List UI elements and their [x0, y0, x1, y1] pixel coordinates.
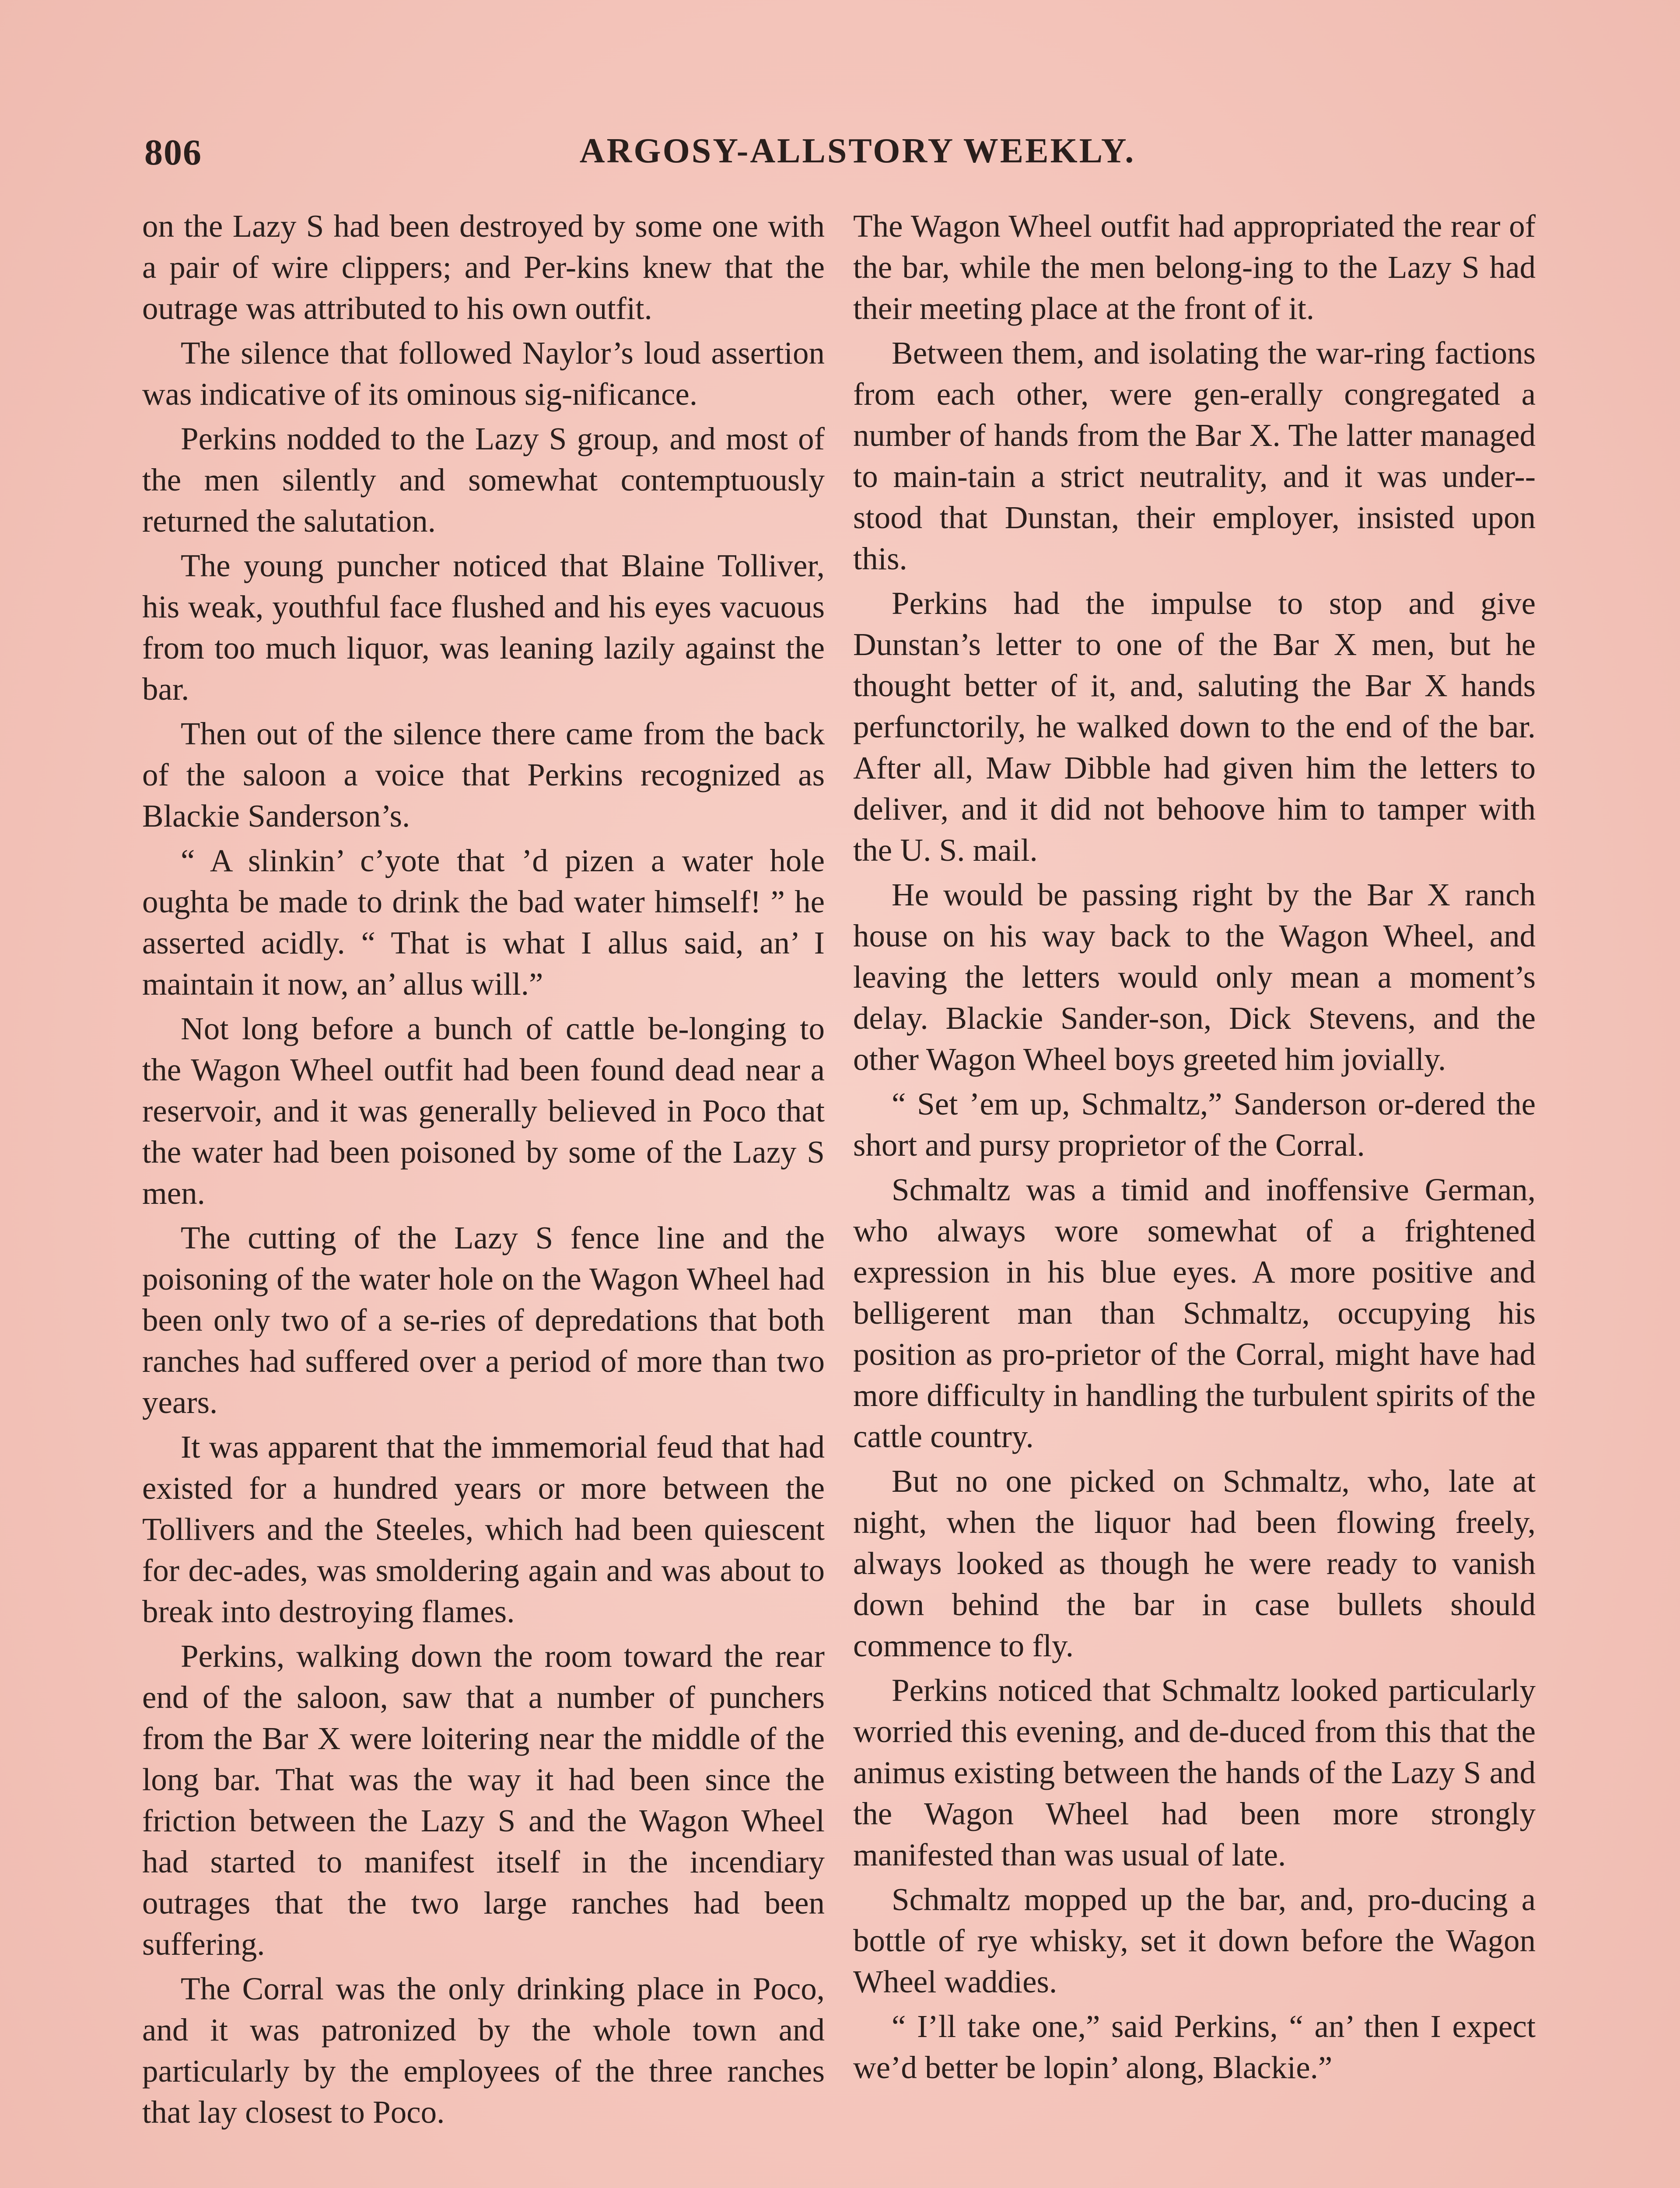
paragraph: It was apparent that the immemorial feud that had existed for a hundred years or more between the Tollivers and the Steeles, which had been quiescent for dec-ades, was smoldering again and was about to break into destroying flames. — [142, 1429, 825, 1629]
paragraph: The cutting of the Lazy S fence line and the poisoning of the water hole on the Wagon Wheel had been only two of a se-ries of depredations that both ranches had suffered over a period of more than two years. — [142, 1220, 825, 1420]
page-number: 806 — [144, 132, 202, 173]
paragraph: Perkins noticed that Schmaltz looked particularly worried this evening, and de-duced from this that the animus existing between the hands of the Lazy S and the Wagon Wheel had been more strongly manifested than was usual of late. — [853, 1673, 1536, 1872]
page-header — [144, 131, 1571, 179]
paragraph: Then out of the silence there came from the back of the saloon a voice that Perkins recognized as Blackie Sanderson’s. — [142, 716, 825, 834]
paragraph: “ Set ’em up, Schmaltz,” Sanderson or-dered the short and pursy proprietor of the Corral. — [853, 1086, 1536, 1163]
right-column — [853, 206, 1536, 2092]
left-column — [142, 206, 825, 2136]
paragraph: Perkins nodded to the Lazy S group, and most of the men silently and somewhat contemptuously returned the salutation. — [142, 421, 825, 539]
paragraph: Perkins had the impulse to stop and give Dunstan’s letter to one of the Bar X men, but he thought better of it, and, saluting the Bar X hands perfunctorily, he walked down to the end of the bar. After all, Maw Dibble had given him the letters to deliver, and it did not behoove him to tamper with the U. S. mail. — [853, 586, 1536, 868]
paragraph: Not long before a bunch of cattle be-longing to the Wagon Wheel outfit had been found dead near a reservoir, and it was generally believed in Poco that the water had been poisoned by some of the Lazy S men. — [142, 1011, 825, 1211]
paragraph: Perkins, walking down the room toward the rear end of the saloon, saw that a number of punchers from the Bar X were loitering near the middle of the long bar. That was the way it had been since the friction between the Lazy S and the Wagon Wheel had started to manifest itself in the incendiary outrages that the two large ranches had been suffering. — [142, 1638, 825, 1962]
paragraph: Between them, and isolating the war-ring factions from each other, were gen-erally congregated a number of hands from the Bar X. The latter managed to main-tain a strict neutrality, and it was under-stood that Dunstan, their employer, insisted upon this. — [853, 335, 1536, 576]
paragraph: The young puncher noticed that Blaine Tolliver, his weak, youthful face flushed and his eyes vacuous from too much liquor, was leaning lazily against the bar. — [142, 548, 825, 707]
paragraph: The Wagon Wheel outfit had appropriated the rear of the bar, while the men belong-ing to the Lazy S had their meeting place at the front of it. — [853, 208, 1536, 326]
paragraph: He would be passing right by the Bar X ranch house on his way back to the Wagon Wheel, and leaving the letters would only mean a moment’s delay. Blackie Sander-son, Dick Stevens, and the other Wagon Wheel boys greeted him jovially. — [853, 877, 1536, 1077]
running-title: ARGOSY-ALLSTORY WEEKLY. — [579, 132, 1136, 170]
paragraph: on the Lazy S had been destroyed by some one with a pair of wire clippers; and Per-kins knew that the outrage was attributed to his own outfit. — [142, 208, 825, 326]
paragraph: But no one picked on Schmaltz, who, late at night, when the liquor had been flowing freely, always looked as though he were ready to vanish down behind the bar in case bullets should commence to fly. — [853, 1463, 1536, 1663]
paragraph: “ A slinkin’ c’yote that ’d pizen a water hole oughta be made to drink the bad water himself! ” he asserted acidly. “ That is what I allus said, an’ I maintain it now, an’ allus will.” — [142, 843, 825, 1002]
paragraph: “ I’ll take one,” said Perkins, “ an’ then I expect we’d better be lopin’ along, Blackie.” — [853, 2009, 1536, 2085]
paragraph: Schmaltz was a timid and inoffensive German, who always wore somewhat of a frightened expression in his blue eyes. A more positive and belligerent man than Schmaltz, occupying his position as pro-prietor of the Corral, might have had more difficulty in handling the turbulent spirits of the cattle country. — [853, 1172, 1536, 1454]
paragraph: The silence that followed Naylor’s loud assertion was indicative of its ominous sig-nificance. — [142, 335, 825, 412]
paragraph: Schmaltz mopped up the bar, and, pro-ducing a bottle of rye whisky, set it down before the Wagon Wheel waddies. — [853, 1882, 1536, 1999]
paragraph: The Corral was the only drinking place in Poco, and it was patronized by the whole town and particularly by the employees of the three ranches that lay closest to Poco. — [142, 1971, 825, 2130]
